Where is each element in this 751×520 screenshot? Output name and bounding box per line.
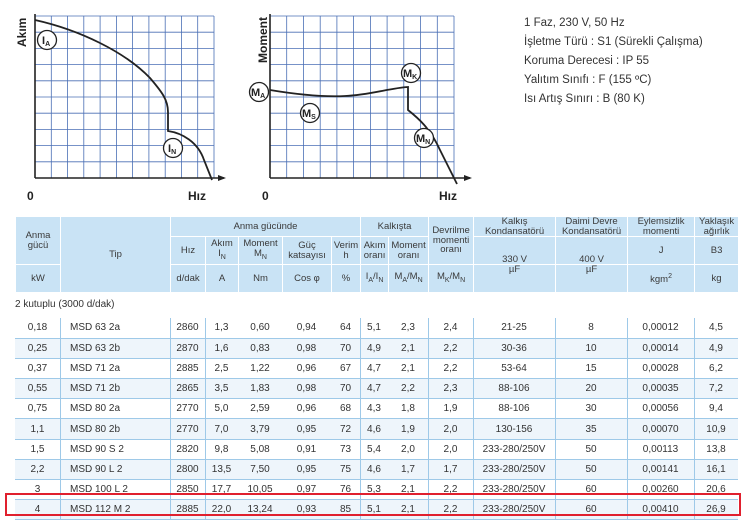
table-cell: 233-280/250V xyxy=(473,439,555,459)
column-separator xyxy=(360,318,361,520)
table-cell: 7,2 xyxy=(694,379,738,399)
table-cell: 68 xyxy=(331,399,360,419)
table-cell: 3,5 xyxy=(205,379,238,399)
column-separator xyxy=(555,318,556,520)
unit-mk-mn: $M_K/M_N$ xyxy=(429,265,474,293)
table-cell: 5,08 xyxy=(238,439,282,459)
table-cell: 20,6 xyxy=(694,480,738,500)
table-cell: 70 xyxy=(331,338,360,358)
column-separator xyxy=(60,318,61,520)
table-cell: 0,00141 xyxy=(627,459,694,479)
table-cell: 50 xyxy=(555,439,627,459)
hdr-eylemsizlik: Eylemsizlik momenti xyxy=(628,217,695,237)
table-cell: 4,9 xyxy=(360,338,388,358)
table-cell: 2,1 xyxy=(388,480,428,500)
unit-kg: kg xyxy=(695,265,739,293)
table-cell: 0,60 xyxy=(238,318,282,338)
hdr-kalkis-volt: 330 V xyxy=(474,237,556,265)
column-separator xyxy=(428,318,429,520)
svg-text:IN: IN xyxy=(168,143,177,156)
table-cell: 2,0 xyxy=(428,439,473,459)
table-cell: 2,2 xyxy=(428,500,473,520)
hdr-daimi-kond: Daimi Devre Kondansatörü xyxy=(556,217,628,237)
table-cell: 2,5 xyxy=(205,358,238,378)
current-curve xyxy=(35,20,212,180)
table-cell: 35 xyxy=(555,419,627,439)
table-cell: 2,0 xyxy=(388,439,428,459)
svg-text:MA: MA xyxy=(251,87,266,100)
table-cell: 233-280/250V xyxy=(473,459,555,479)
chart2-y-label: Moment xyxy=(256,17,270,63)
table-cell: 1,9 xyxy=(388,419,428,439)
svg-text:MN: MN xyxy=(416,133,431,146)
hdr-moment-orani: Moment oranı xyxy=(389,237,429,265)
table-cell: 1,6 xyxy=(205,338,238,358)
table-cell: 3 xyxy=(15,480,60,500)
hdr-hiz: Hız xyxy=(171,237,206,265)
unit-pct: % xyxy=(332,265,361,293)
table-cell: 0,18 xyxy=(15,318,60,338)
table-cell: 50 xyxy=(555,459,627,479)
table-cell: 1,7 xyxy=(388,459,428,479)
table-cell: 73 xyxy=(331,439,360,459)
chart2-x-label: Hız xyxy=(439,189,457,203)
table-cell: 9,4 xyxy=(694,399,738,419)
table-cell: 0,00056 xyxy=(627,399,694,419)
table-row xyxy=(15,419,738,439)
table-cell: 72 xyxy=(331,419,360,439)
table-cell: 2,3 xyxy=(388,318,428,338)
table-row xyxy=(15,318,738,338)
table-cell: 0,93 xyxy=(282,500,331,520)
table-cell: 2865 xyxy=(170,379,205,399)
column-separator xyxy=(473,318,474,520)
table-cell: 1,3 xyxy=(205,318,238,338)
table-cell: 13,5 xyxy=(205,459,238,479)
hdr-kalkista: Kalkışta xyxy=(361,217,429,237)
table-cell: 70 xyxy=(331,379,360,399)
table-cell: 2850 xyxy=(170,480,205,500)
data-table xyxy=(15,318,738,520)
table-cell: 233-280/250V xyxy=(473,480,555,500)
table-cell: 20 xyxy=(555,379,627,399)
unit-kw: kW xyxy=(16,265,61,293)
table-cell: 2,2 xyxy=(428,358,473,378)
table-cell: 2,1 xyxy=(388,500,428,520)
table-cell: 0,97 xyxy=(282,480,331,500)
hdr-j: J xyxy=(628,237,695,265)
table-cell: 2800 xyxy=(170,459,205,479)
table-cell: 8 xyxy=(555,318,627,338)
table-cell: 1,8 xyxy=(388,399,428,419)
table-cell: 2,2 xyxy=(15,459,60,479)
hdr-kalkis-kond: Kalkış Kondansatörü xyxy=(474,217,556,237)
chart1-x-label: Hız xyxy=(188,189,206,203)
table-cell: 0,37 xyxy=(15,358,60,378)
hdr-moment: Moment $M_N$ xyxy=(239,237,283,265)
marker-mk xyxy=(402,64,421,83)
unit-uf1: µF xyxy=(474,265,556,293)
table-row xyxy=(15,338,738,358)
hdr-akim-orani: Akım oranı xyxy=(361,237,389,265)
table-cell: 5,4 xyxy=(360,439,388,459)
table-cell: 10 xyxy=(555,338,627,358)
table-cell: 3,79 xyxy=(238,419,282,439)
spec-protection: Koruma Derecesi : IP 55 xyxy=(524,55,650,67)
hdr-akim: Akım $I_N$ xyxy=(206,237,239,265)
table-cell: 2885 xyxy=(170,500,205,520)
chart2-x-arrow xyxy=(464,175,472,181)
table-cell: 2860 xyxy=(170,318,205,338)
table-cell: 75 xyxy=(331,459,360,479)
table-cell: 7,0 xyxy=(205,419,238,439)
chart2-origin: 0 xyxy=(262,189,269,203)
table-cell: 2,2 xyxy=(428,338,473,358)
hdr-anma-gucu: Anma gücü xyxy=(16,217,61,265)
svg-text:MK: MK xyxy=(403,68,418,81)
table-cell: 2,1 xyxy=(388,358,428,378)
table-cell: 4,5 xyxy=(694,318,738,338)
unit-kgm2: kgm$^2$ xyxy=(628,265,695,293)
table-cell: 2,0 xyxy=(428,419,473,439)
table-cell: 10,9 xyxy=(694,419,738,439)
table-cell: 0,91 xyxy=(282,439,331,459)
table-cell: 0,95 xyxy=(282,419,331,439)
table-cell: 60 xyxy=(555,500,627,520)
table-cell: 1,9 xyxy=(428,399,473,419)
table-cell: 85 xyxy=(331,500,360,520)
table-cell: 2,2 xyxy=(428,480,473,500)
column-separator xyxy=(694,318,695,520)
marker-ia xyxy=(38,31,57,50)
table-cell: 16,1 xyxy=(694,459,738,479)
table-cell: MSD 80 2b xyxy=(60,419,170,439)
table-cell: 67 xyxy=(331,358,360,378)
table-row xyxy=(15,439,738,459)
table-cell: 2770 xyxy=(170,399,205,419)
table-cell: 30 xyxy=(555,399,627,419)
table-cell: 2,4 xyxy=(428,318,473,338)
table-cell: 15 xyxy=(555,358,627,378)
table-cell: 21-25 xyxy=(473,318,555,338)
table-cell: 53-64 xyxy=(473,358,555,378)
table-cell: 5,1 xyxy=(360,318,388,338)
table-cell: 0,00260 xyxy=(627,480,694,500)
table-cell: MSD 90 L 2 xyxy=(60,459,170,479)
table-cell: 13,8 xyxy=(694,439,738,459)
highlight-box xyxy=(5,493,741,516)
column-separator xyxy=(205,318,206,520)
table-cell: 0,96 xyxy=(282,399,331,419)
table-cell: MSD 100 L 2 xyxy=(60,480,170,500)
table-cell: 2,59 xyxy=(238,399,282,419)
table-cell: MSD 71 2b xyxy=(60,379,170,399)
table-cell: 2770 xyxy=(170,419,205,439)
current-speed-chart xyxy=(0,0,230,210)
unit-ddak: d/dak xyxy=(171,265,206,293)
table-cell: 4,7 xyxy=(360,379,388,399)
table-cell: 64 xyxy=(331,318,360,338)
table-cell: 0,00014 xyxy=(627,338,694,358)
table-cell: 22,0 xyxy=(205,500,238,520)
table-cell: 0,75 xyxy=(15,399,60,419)
table-cell: 26,9 xyxy=(694,500,738,520)
table-cell: 60 xyxy=(555,480,627,500)
table-row xyxy=(15,358,738,378)
table-cell: 0,96 xyxy=(282,358,331,378)
table-cell: 0,00028 xyxy=(627,358,694,378)
table-cell: 233-280/250V xyxy=(473,500,555,520)
hdr-anma-gucunde: Anma gücünde xyxy=(171,217,361,237)
chart1-x-arrow xyxy=(218,175,226,181)
hdr-daimi-volt: 400 V xyxy=(556,237,628,265)
table-cell: 88-106 xyxy=(473,399,555,419)
table-cell: 13,24 xyxy=(238,500,282,520)
table-cell: 4,6 xyxy=(360,419,388,439)
table-cell: 0,00113 xyxy=(627,439,694,459)
table-cell: MSD 71 2a xyxy=(60,358,170,378)
table-cell: 7,50 xyxy=(238,459,282,479)
spec-duty: İşletme Türü : S1 (Sürekli Çalışma) xyxy=(524,36,703,48)
table-cell: 1,5 xyxy=(15,439,60,459)
spec-insulation: Yalıtım Sınıfı : F (155 ºC) xyxy=(524,74,652,86)
table-cell: 0,98 xyxy=(282,338,331,358)
table-cell: 0,00410 xyxy=(627,500,694,520)
table-row xyxy=(15,459,738,479)
table-cell: 0,94 xyxy=(282,318,331,338)
svg-text:MS: MS xyxy=(302,108,316,121)
torque-speed-chart xyxy=(240,0,480,210)
spec-table-body xyxy=(15,318,738,520)
unit-a: A xyxy=(206,265,239,293)
chart1-grid xyxy=(35,16,214,178)
motor-specs xyxy=(524,14,703,109)
table-cell: 2820 xyxy=(170,439,205,459)
table-cell: 0,00070 xyxy=(627,419,694,439)
table-cell: 17,7 xyxy=(205,480,238,500)
marker-in xyxy=(164,139,183,158)
table-cell: 76 xyxy=(331,480,360,500)
spec-table-header xyxy=(15,216,739,293)
table-cell: 5,0 xyxy=(205,399,238,419)
table-cell: 1,1 xyxy=(15,419,60,439)
table-cell: 2,2 xyxy=(388,379,428,399)
column-separator xyxy=(170,318,171,520)
hdr-tip: Tip xyxy=(61,217,171,293)
table-cell: 4 xyxy=(15,500,60,520)
svg-text:IA: IA xyxy=(42,35,51,48)
table-cell: 0,00035 xyxy=(627,379,694,399)
chart1-origin: 0 xyxy=(27,189,34,203)
table-cell: MSD 90 S 2 xyxy=(60,439,170,459)
table-cell: 1,22 xyxy=(238,358,282,378)
hdr-devrilme: Devrilme momenti oranı xyxy=(429,217,474,265)
table-cell: 5,1 xyxy=(360,500,388,520)
table-row xyxy=(15,399,738,419)
marker-ma xyxy=(250,83,269,102)
unit-ma-mn: $M_A/M_N$ xyxy=(389,265,429,293)
unit-ia-in: $I_A/I_N$ xyxy=(361,265,389,293)
marker-ms xyxy=(301,104,320,123)
table-cell: 2885 xyxy=(170,358,205,378)
table-cell: 0,55 xyxy=(15,379,60,399)
table-cell: 0,83 xyxy=(238,338,282,358)
spec-phase: 1 Faz, 230 V, 50 Hz xyxy=(524,17,625,29)
chart1-y-label: Akım xyxy=(15,17,29,47)
hdr-verim: Verim h xyxy=(332,237,361,265)
hdr-yaklasik: Yaklaşık ağırlık xyxy=(695,217,739,237)
chart2-grid xyxy=(270,16,454,178)
hdr-b3: B3 xyxy=(695,237,739,265)
unit-cos: Cos φ xyxy=(283,265,332,293)
table-cell: 88-106 xyxy=(473,379,555,399)
table-cell: 4,7 xyxy=(360,358,388,378)
table-cell: MSD 112 M 2 xyxy=(60,500,170,520)
table-cell: 5,3 xyxy=(360,480,388,500)
marker-mn xyxy=(415,129,434,148)
table-cell: 2,1 xyxy=(388,338,428,358)
table-cell: 4,9 xyxy=(694,338,738,358)
group-label: 2 kutuplu (3000 d/dak) xyxy=(15,299,115,310)
table-cell: 30-36 xyxy=(473,338,555,358)
unit-nm: Nm xyxy=(239,265,283,293)
table-cell: 1,7 xyxy=(428,459,473,479)
table-cell: 0,95 xyxy=(282,459,331,479)
table-cell: 0,25 xyxy=(15,338,60,358)
column-separator xyxy=(627,318,628,520)
table-cell: 0,00012 xyxy=(627,318,694,338)
table-cell: MSD 80 2a xyxy=(60,399,170,419)
table-cell: 10,05 xyxy=(238,480,282,500)
table-cell: 0,98 xyxy=(282,379,331,399)
table-cell: 2,3 xyxy=(428,379,473,399)
spec-temp-rise: Isı Artış Sınırı : B (80 K) xyxy=(524,93,645,105)
table-cell: 1,83 xyxy=(238,379,282,399)
hdr-guc-katsayisi: Güç katsayısı xyxy=(283,237,332,265)
unit-uf2: µF xyxy=(556,265,628,293)
table-cell: 2870 xyxy=(170,338,205,358)
table-row xyxy=(15,379,738,399)
table-cell: 4,6 xyxy=(360,459,388,479)
table-cell: 6,2 xyxy=(694,358,738,378)
table-cell: 130-156 xyxy=(473,419,555,439)
table-cell: MSD 63 2a xyxy=(60,318,170,338)
table-cell: 4,3 xyxy=(360,399,388,419)
table-cell: 9,8 xyxy=(205,439,238,459)
table-cell: MSD 63 2b xyxy=(60,338,170,358)
